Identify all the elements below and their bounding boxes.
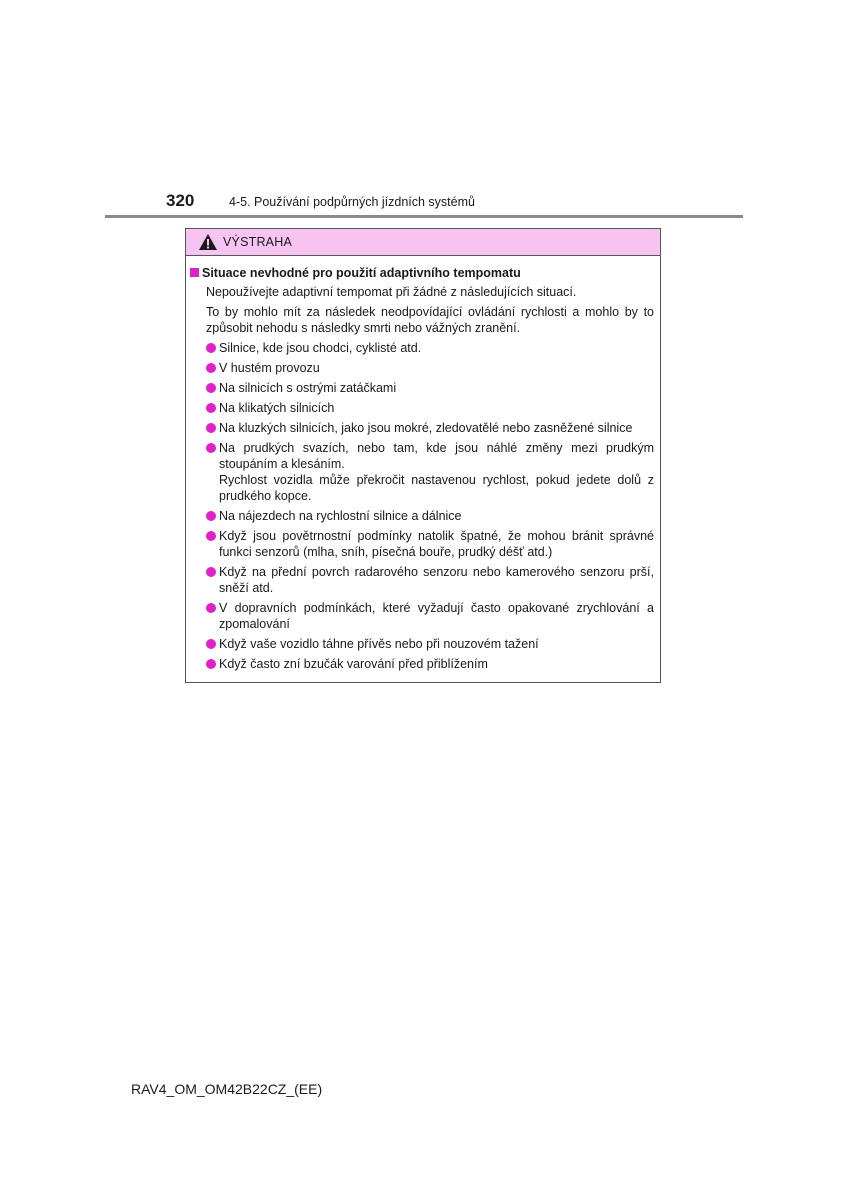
- list-item: [206, 400, 654, 416]
- round-bullet-icon: [206, 363, 216, 373]
- list-item: [206, 440, 654, 504]
- warning-paragraph: Nepoužívejte adaptivní tempomat při žádné z následujících situací.: [206, 285, 577, 299]
- list-item-text: V dopravních podmínkách, které vyžadují často opakované zrychlování a zpomalování: [219, 601, 654, 631]
- round-bullet-icon: [206, 531, 216, 541]
- list-item: [206, 564, 654, 596]
- list-item: [206, 360, 654, 376]
- list-item-text: Silnice, kde jsou chodci, cyklisté atd.: [219, 341, 422, 355]
- list-item-text: Když na přední povrch radarového senzoru nebo kamerového senzoru prší, sněží atd.: [219, 565, 654, 595]
- warning-heading-text: Situace nevhodné pro použití adaptivního tempomatu: [202, 266, 521, 280]
- list-item-text: Když často zní bzučák varování před přiblížením: [219, 657, 488, 671]
- list-item-text: Na nájezdech na rychlostní silnice a dálnice: [219, 509, 462, 523]
- warning-header: [186, 229, 660, 256]
- list-item-text: Když jsou povětrnostní podmínky natolik špatné, že mohou bránit správné funkci senzorů (mlha, sníh, písečná bouře, prudký déšť atd.): [219, 529, 654, 559]
- list-item: [206, 380, 654, 396]
- page-number: 320: [166, 191, 195, 210]
- situation-list: [190, 340, 654, 672]
- list-item: [206, 656, 654, 672]
- list-item-text: Na prudkých svazích, nebo tam, kde jsou náhlé změny mezi prudkým stoupáním a klesáním.: [219, 441, 654, 471]
- list-item: [206, 340, 654, 356]
- list-item: [206, 528, 654, 560]
- list-item-text-group: [219, 440, 654, 504]
- round-bullet-icon: [206, 423, 216, 433]
- list-item: [206, 508, 654, 524]
- warning-paragraph: To by mohlo mít za následek neodpovídající ovládání rychlosti a mohlo by to způsobit nehodu s následky smrti nebo vážných zranění.: [206, 305, 654, 335]
- list-item: [206, 636, 654, 652]
- list-item-text: V hustém provozu: [219, 361, 320, 375]
- warning-heading: [190, 265, 654, 281]
- list-item: [206, 600, 654, 632]
- round-bullet-icon: [206, 383, 216, 393]
- list-item-text: Na kluzkých silnicích, jako jsou mokré, zledovatělé nebo zasněžené silnice: [219, 421, 633, 435]
- list-item-text: Na klikatých silnicích: [219, 401, 335, 415]
- round-bullet-icon: [206, 567, 216, 577]
- header-rule: [105, 215, 743, 218]
- warning-triangle-icon: [198, 233, 218, 251]
- round-bullet-icon: [206, 403, 216, 413]
- warning-body: [186, 256, 660, 672]
- square-bullet-icon: [190, 268, 199, 277]
- round-bullet-icon: [206, 639, 216, 649]
- section-title: 4-5. Používání podpůrných jízdních systémů: [229, 195, 475, 209]
- round-bullet-icon: [206, 511, 216, 521]
- round-bullet-icon: [206, 659, 216, 669]
- round-bullet-icon: [206, 443, 216, 453]
- list-item-note: Rychlost vozidla může překročit nastavenou rychlost, pokud jedete dolů z prudkého kopce.: [219, 473, 654, 503]
- warning-box: [185, 228, 661, 683]
- warning-title: VÝSTRAHA: [223, 235, 292, 249]
- round-bullet-icon: [206, 603, 216, 613]
- document-code: RAV4_OM_OM42B22CZ_(EE): [131, 1081, 323, 1097]
- list-item: [206, 420, 654, 436]
- list-item-text: Na silnicích s ostrými zatáčkami: [219, 381, 397, 395]
- list-item-text: Když vaše vozidlo táhne přívěs nebo při nouzovém tažení: [219, 637, 539, 651]
- round-bullet-icon: [206, 343, 216, 353]
